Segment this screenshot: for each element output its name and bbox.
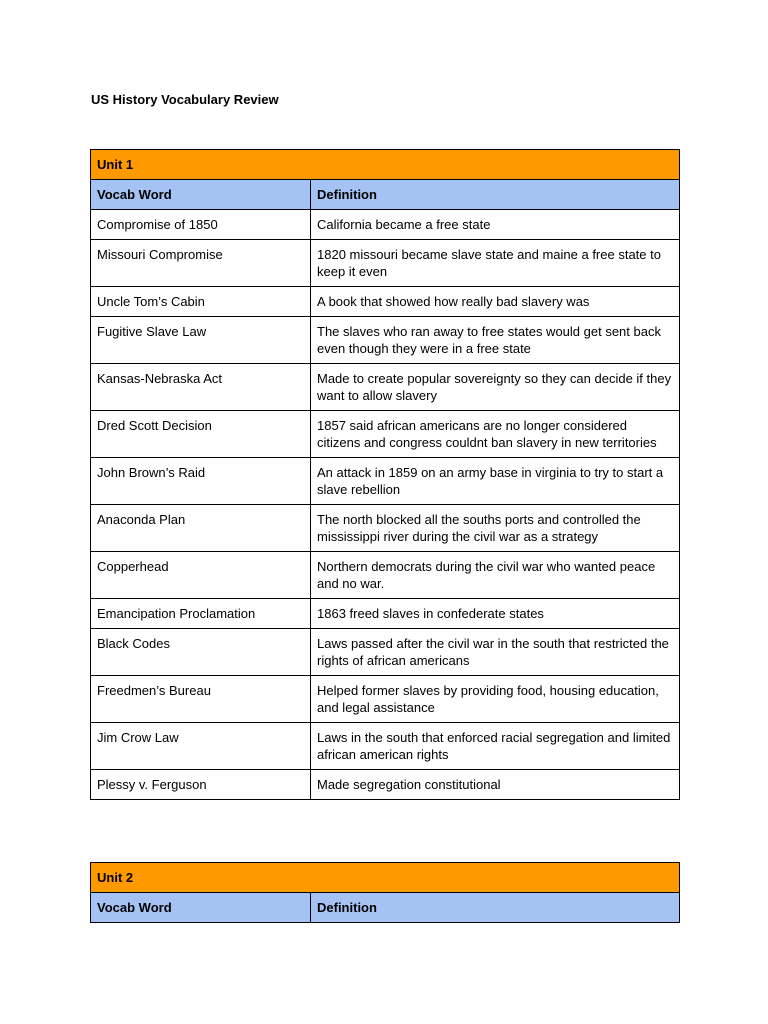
column-header-row [91,180,680,210]
vocab-term: Jim Crow Law [91,723,311,770]
vocab-definition: Made to create popular sovereignty so they can decide if they want to allow slavery [311,364,680,411]
vocab-term: Black Codes [91,629,311,676]
column-header-row [91,893,680,923]
column-header-definition: Definition [311,893,680,923]
page-title: US History Vocabulary Review [91,92,279,107]
vocab-term: Copperhead [91,552,311,599]
unit-label: Unit 1 [91,150,680,180]
vocab-definition: Laws in the south that enforced racial segregation and limited african american rights [311,723,680,770]
vocab-definition: Laws passed after the civil war in the south that restricted the rights of african americans [311,629,680,676]
table-row [91,458,680,505]
unit-header-row [91,863,680,893]
table-row [91,723,680,770]
unit-label: Unit 2 [91,863,680,893]
vocab-term: Plessy v. Ferguson [91,770,311,800]
table-row [91,770,680,800]
table-row [91,599,680,629]
vocab-term: Missouri Compromise [91,240,311,287]
table-row [91,364,680,411]
vocab-definition: 1863 freed slaves in confederate states [311,599,680,629]
vocab-definition: A book that showed how really bad slavery was [311,287,680,317]
vocab-definition: Made segregation constitutional [311,770,680,800]
column-header-term: Vocab Word [91,893,311,923]
vocab-definition: The slaves who ran away to free states would get sent back even though they were in a free state [311,317,680,364]
column-header-term: Vocab Word [91,180,311,210]
vocab-definition: California became a free state [311,210,680,240]
vocab-term: Compromise of 1850 [91,210,311,240]
unit-header-row [91,150,680,180]
vocab-term: Uncle Tom’s Cabin [91,287,311,317]
table-row [91,629,680,676]
vocab-definition: 1857 said african americans are no longer considered citizens and congress couldnt ban slavery in new territories [311,411,680,458]
vocab-table-unit-2 [90,862,680,923]
table-row [91,317,680,364]
table-row [91,287,680,317]
vocab-term: Freedmen’s Bureau [91,676,311,723]
table-row [91,240,680,287]
vocab-term: Dred Scott Decision [91,411,311,458]
vocab-definition: 1820 missouri became slave state and maine a free state to keep it even [311,240,680,287]
vocab-definition: Helped former slaves by providing food, housing education, and legal assistance [311,676,680,723]
vocab-term: Kansas-Nebraska Act [91,364,311,411]
table-row [91,676,680,723]
table-row [91,505,680,552]
vocab-term: Anaconda Plan [91,505,311,552]
table-row [91,411,680,458]
table-row [91,210,680,240]
column-header-definition: Definition [311,180,680,210]
vocab-definition: An attack in 1859 on an army base in virginia to try to start a slave rebellion [311,458,680,505]
vocab-term: Fugitive Slave Law [91,317,311,364]
vocab-definition: The north blocked all the souths ports and controlled the mississippi river during the civil war as a strategy [311,505,680,552]
vocab-definition: Northern democrats during the civil war who wanted peace and no war. [311,552,680,599]
vocab-table-unit-1 [90,149,680,800]
vocab-term: Emancipation Proclamation [91,599,311,629]
table-row [91,552,680,599]
vocab-term: John Brown’s Raid [91,458,311,505]
